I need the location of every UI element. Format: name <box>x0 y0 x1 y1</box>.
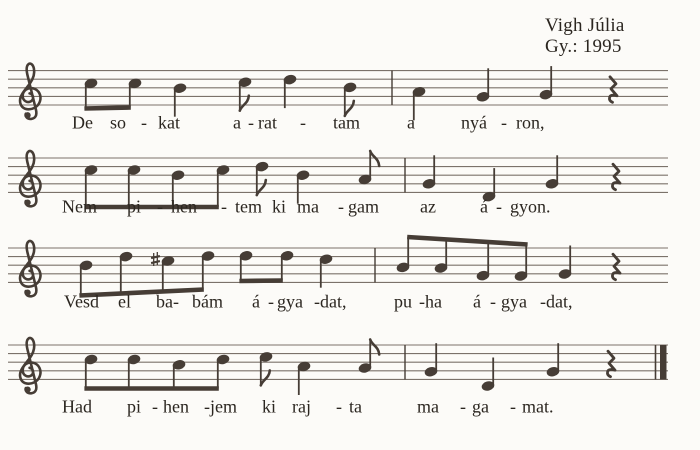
collector-name: Vigh Júlia <box>545 15 625 36</box>
beam <box>84 108 130 109</box>
lyric-syllable: tem <box>235 196 262 217</box>
beam <box>239 281 282 282</box>
quarter-rest <box>612 254 620 280</box>
lyric-syllable: - <box>336 396 342 417</box>
lyric-syllable: gyon. <box>510 196 551 217</box>
lyric-syllable: - <box>268 291 274 312</box>
lyric-syllable: Vesd <box>64 291 99 312</box>
treble-clef <box>20 64 40 119</box>
lyric-syllable: ma <box>297 196 319 217</box>
staff-2 <box>8 151 668 217</box>
lyric-syllable: á <box>480 196 488 217</box>
lyric-syllable: jem <box>210 396 237 417</box>
lyric-syllable: raj <box>292 396 311 417</box>
lyric-syllable: á <box>252 291 260 312</box>
lyric-syllable: ron, <box>516 112 545 133</box>
lyric-syllable: á <box>473 291 481 312</box>
treble-clef <box>20 151 40 206</box>
lyric-syllable: mat. <box>522 396 554 417</box>
sharp-hline <box>151 261 160 263</box>
lyric-syllable: -dat, <box>314 291 347 312</box>
lyric-syllable: De <box>72 112 93 133</box>
lyric-syllable: - <box>141 112 147 133</box>
lyric-syllable: - <box>300 112 306 133</box>
lyric-syllable: hen <box>163 396 189 417</box>
lyric-syllable: - <box>496 196 502 217</box>
eighth-flag <box>261 370 270 385</box>
lyric-syllable: ki <box>272 196 287 217</box>
lyric-syllable: tam <box>333 112 360 133</box>
treble-clef-ball <box>25 112 31 118</box>
final-barline-thick <box>660 345 667 379</box>
staff-1 <box>8 64 668 133</box>
lyric-syllable: - <box>152 396 158 417</box>
lyric-syllable: ga <box>472 396 489 417</box>
treble-clef <box>20 241 40 296</box>
lyric-syllable: - <box>248 112 254 133</box>
lyric-syllable: - <box>460 396 466 417</box>
lyric-syllable: a <box>233 112 241 133</box>
beam <box>407 237 527 245</box>
eighth-flag <box>370 340 379 355</box>
lyric-syllable: nyá <box>461 112 487 133</box>
treble-clef <box>20 338 40 393</box>
lyric-syllable: ba- <box>156 291 179 312</box>
lyric-syllable: rat <box>258 112 277 133</box>
sharp-accidental <box>151 252 160 266</box>
lyric-syllable: - <box>490 291 496 312</box>
lyric-syllable: a <box>407 112 415 133</box>
lyric-syllable: kat <box>158 112 180 133</box>
lyric-syllable: - <box>221 196 227 217</box>
lyric-syllable: pi <box>127 396 142 417</box>
lyric-syllable: gam <box>348 196 379 217</box>
staff-4 <box>8 338 668 417</box>
quarter-rest <box>607 351 615 377</box>
lyric-syllable: ta <box>349 396 362 417</box>
lyric-syllable: az <box>420 196 436 217</box>
lyric-syllable: so <box>110 112 127 133</box>
lyric-syllable: ma <box>417 396 439 417</box>
lyric-syllable: - <box>510 396 516 417</box>
lyric-syllable: bám <box>192 291 223 312</box>
lyric-syllable: pi <box>127 196 142 217</box>
lyric-syllable: pu <box>394 291 412 312</box>
lyric-syllable: gya <box>501 291 527 312</box>
staff-3 <box>8 237 668 312</box>
treble-clef-ball <box>25 200 31 206</box>
quarter-rest <box>612 164 620 190</box>
lyric-syllable: - <box>157 196 163 217</box>
treble-clef-ball <box>25 387 31 393</box>
collection-year: Gy.: 1995 <box>545 36 622 57</box>
lyric-syllable: - <box>501 112 507 133</box>
lyric-syllable: ki <box>262 396 277 417</box>
quarter-rest <box>609 77 617 103</box>
lyric-syllable: - <box>338 196 344 217</box>
lyric-syllable: -ha <box>419 291 442 312</box>
lyric-syllable: -dat, <box>540 291 573 312</box>
lyric-syllable: - <box>204 396 210 417</box>
treble-clef-ball <box>25 290 31 296</box>
lyric-syllable: Nem <box>62 196 97 217</box>
lyric-syllable: gya <box>277 291 303 312</box>
lyric-syllable: el <box>118 291 131 312</box>
lyric-syllable: Had <box>62 396 92 417</box>
lyric-syllable: hen <box>171 196 197 217</box>
eighth-flag <box>240 96 249 111</box>
